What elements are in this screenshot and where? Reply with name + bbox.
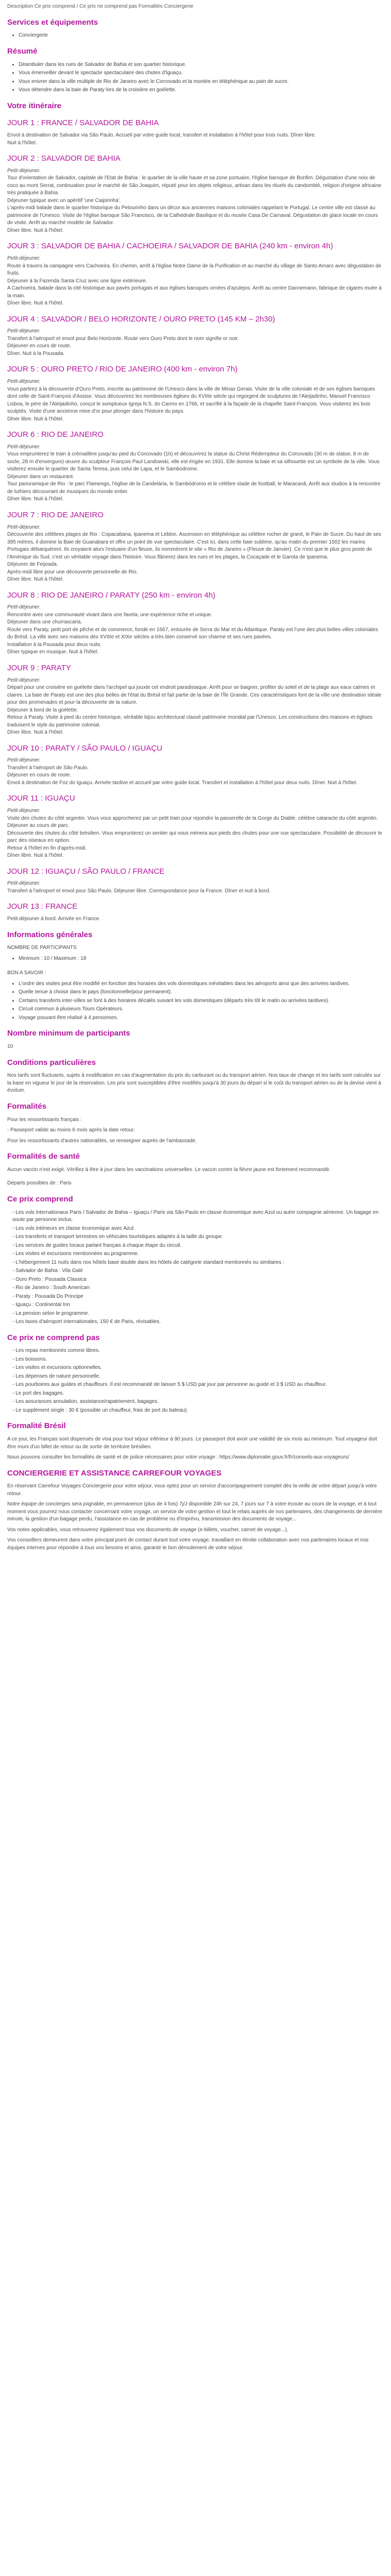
formalites-p1: Pour les ressortissants français : xyxy=(7,1116,82,1123)
exclus-title: Ce prix ne comprend pas xyxy=(7,1333,100,1342)
day-line: Découverte des célèbres plages de Rio : Copacabana, Ipanema et Leblon. Ascension en téléphérique au célèbre rocher de granit, le Pain de Sucre. Du haut de ses 395 mètres, il domine la Baie de Guanabara et offre un point de vue spectaculaire. C'est ici, dans cette baie sublime, qu'au matin du premier 1502 les marins Portugais débarquèrent. Ils croyaient alors l'estuaire d'un fleuve, ils nommèrent le site « Rio de Janeiro » (Fleuve de Janvier). Ce n'est que le plus gros poste de l'Amérique du Sud, c'est un véritable voyage dans l'histoire. Vous flânerez dans les rues et les plages, la Cocaçade et le Garota de Ipanema. xyxy=(7,532,381,560)
bresil-text2[interactable]: Nous pouvons consulter les formalités de santé et de police nécessaires pour votre voyage : https://www.diplomatie.gouv.fr/fr/conseils-aux-voyageurs/ xyxy=(7,1454,349,1460)
resume-title: Résumé xyxy=(7,46,38,56)
conditions-text: Nos tarifs sont fluctuants, sujets à modification en cas d'augmentation du prix du carburant ou du transport aérien. Nos taux de change et les tarifs sont calculés sur la base en vigueur le jour de la réservation. Les prix sont susceptibles d'être modifiés jusqu'à 30 jours du départ si le coût du transport aérien ou de la devise vient à évoluer. xyxy=(7,1073,381,1094)
min-participants-title: Nombre minimum de participants xyxy=(7,1029,131,1038)
resume-list xyxy=(7,61,384,94)
conditions-title: Conditions particulières xyxy=(7,1058,96,1067)
list-item: - Les boissons. xyxy=(12,1356,384,1364)
list-item: • Quelle tenue à choisir dans le pays (fonctionnelle/pour permanent). xyxy=(19,989,384,996)
itinerary-day xyxy=(7,510,384,584)
list-item: • Certains transferts inter-villes se font à des horaires décalés suivant les vols domestiques (départs très tôt le matin ou arrivées tardives). xyxy=(19,997,384,1005)
day-line: Transfert à l'aéroport et envol pour São Paulo. Déjeuner libre. Correspondance pour la France. Dîner et nuit à bord. xyxy=(7,888,271,894)
day-line: Petit-déjeuner. xyxy=(7,757,41,764)
list-item: • Minimum : 10 / Maximum : 18 xyxy=(19,955,384,963)
day-line: Dîner libre. Nuit à l'hôtel. xyxy=(7,730,64,735)
participants-list xyxy=(7,955,384,963)
day-line: Vous emprunterez le train à crémaillère jusqu'au pied du Corcovado (1h) et découvrirez la statue du Christ Rédempteur du Corcovado (30 m de statue, 8 m de socle, 28 m d'envergure) œuvre du sculpteur François Paul Landowski, elle est érigée en 1931. Elle domine la baie et sa silhouette est un symbole de la ville. Vous visiterez ensuite le quartier de Santa Teresa, puis celui de Lapa, et le Sambodrome. xyxy=(7,451,380,472)
day-title: JOUR 12 : IGUAÇU / SÃO PAULO / FRANCE xyxy=(7,867,165,876)
list-item: • Déambuler dans les rues de Salvador de Bahia et son quartier historique. xyxy=(19,61,384,69)
itinerary-day xyxy=(7,241,384,307)
itinerary-day xyxy=(7,663,384,737)
day-line: Petit-déjeuner. xyxy=(7,604,41,611)
list-item: • Vous émerveiller devant le spectacle spectaculaire des chutes d'Iguaçu. xyxy=(19,70,384,77)
day-line: Transfert à l'aéroport et envol pour Belo Horizonte. Route vers Ouro Preto dont le nom signifie or noir. xyxy=(7,335,239,342)
day-title: JOUR 1 : FRANCE / SALVADOR DE BAHIA xyxy=(7,118,159,128)
top-nav-links[interactable]: Description Ce prix comprend / Ce prix ne comprend pas Formalités Conciergerie xyxy=(7,4,193,9)
day-title: JOUR 10 : PARATY / SÃO PAULO / IGUAÇU xyxy=(7,743,162,753)
list-item: - Les vols internationaux Paris / Salvador de Bahia – Iguaçu / Paris via São Paulo en classe économique avec Azul ou autre compagnie aérienne. Un bagage en soute par personne inclus. xyxy=(12,1209,384,1224)
list-item: - Rio de Janeiro : South American xyxy=(12,1284,384,1292)
day-line: Envol à destination de Foz do Iguaçu. Arrivée tardive et accueil par votre guide local. Transfert et installation à l'hôtel pour deux nuits. Dîner. Nuit à l'hôtel. xyxy=(7,779,357,786)
day-line: Nuit à l'hôtel. xyxy=(7,140,37,146)
bon-savoir-list xyxy=(7,980,384,1022)
list-item: - Iguaçu : Continental Inn xyxy=(12,1301,384,1309)
formalites-p2: - Passeport valide au moins 6 mois après la date retour. xyxy=(7,1127,135,1133)
day-line: A Cachoeira, balade dans la cité historique aux pavés portugais et aux églises baroques ornées d'azulejos. Arrêt au centre Dannemann, fabrique de cigares muée à la main. xyxy=(7,285,382,299)
day-line: Petit-déjeuner. xyxy=(7,677,41,683)
day-title: JOUR 8 : RIO DE JANEIRO / PARATY (250 km - environ 4h) xyxy=(7,590,216,600)
day-line: Déjeuner dans une churrascaria. xyxy=(7,619,83,625)
day-line: Vous partirez à la découverte d'Ouro Preto, inscrite au patrimoine de l'Unesco dans la ville de Minas Gerais. Visite de la ville coloniale et de ses églises baroques dont celle de Saint-François d'Assise. Vous découvrirez les nombreuses églises du XVIIIe siècle qui regorgent de sculptures de l'Aleijadinho, Manuel Francisco Lisboa, le père de l'Aleijadinho, conçut le somptueux Igreja N.S. do Carmo en 1766, et sacrifié à la façade de la chapelle Saint-François. Vous visiterez les bois sculptés. Visite d'une ancienne mine d'or pour plonger dans l'histoire du pays. xyxy=(7,386,375,414)
bresil-text1: A ce jour, les Français sont dispensés de visa pour tout séjour inférieur à 90 jours. Le passeport doit avoir une validité de six mois au minimum. Tout voyageur doit être muni d'un billet de retour ou de sortie de territoire brésilien. xyxy=(7,1436,377,1450)
conciergerie-text3: Vos notes applicables, vous retrouverez également tous vos documents de voyage (e-billets, voucher, carnet de voyage...). xyxy=(7,1527,288,1533)
day-line: Dîner typique en musique. Nuit à l'hôtel. xyxy=(7,649,99,655)
day-line: Dîner libre. Nuit à l'hôtel. xyxy=(7,853,64,858)
day-line: Dîner libre. Nuit à l'hôtel. xyxy=(7,496,64,502)
list-item: • Voyage pouvant être réalisé à 4 personnes. xyxy=(19,1014,384,1022)
itinerary-days xyxy=(7,117,384,923)
day-line: Dîner libre. Nuit à l'hôtel. xyxy=(7,577,64,582)
list-item: - Les pourboires aux guides et chauffeurs. Il est recommandé de laisser 5 $ USD par jour par personne au guide et 3 $ USD au chauffeur. xyxy=(12,1381,384,1389)
day-line: Installation à la Pousada pour deux nuits. xyxy=(7,641,102,648)
day-line: Petit-déjeuner. xyxy=(7,256,41,261)
conciergerie-text1: En réservant Carrefour Voyages Conciergerie pour votre séjour, vous optez pour un service d'accompagnement complet dès la veille de votre départ jusqu'à votre retour. xyxy=(7,1483,377,1497)
day-line: Déjeuner typique avec un apéritif 'une Caipirinha'. xyxy=(7,197,121,204)
day-line: Petit-déjeuner. xyxy=(7,379,41,384)
day-line: Après-midi libre pour une découverte personnelle de Rio. xyxy=(7,569,138,575)
itinerary-day xyxy=(7,314,384,358)
day-line: Envol à destination de Salvador via São Paulo. Accueil par votre guide local, transfert et installation à l'hôtel pour trois nuits. Dîner libre. xyxy=(7,132,316,138)
itinerary-day xyxy=(7,429,384,503)
day-line: Petit-déjeuner. xyxy=(7,444,41,450)
itinerary-title: Votre itinéraire xyxy=(7,101,61,110)
day-line: Tour d'orientation de Salvador, capitale de l'Etat de Bahia : le quartier de la ville haute et sa zone portuaire, l'église baroque de Bonfim. Dégustation d'une noix de coco au mont Serrat, continuation pour le marché de São Joaquim, réputé pour les objets religieux, artisan dans les rituels du candomblé, religion d'origine africaine très pratiquée à Bahia. xyxy=(7,175,382,196)
list-item: - Paraty : Pousada Do Principe xyxy=(12,1293,384,1301)
general-info-title: Informations générales xyxy=(7,930,93,939)
day-line: Déjeuner dans un restaurant. xyxy=(7,473,74,480)
day-line: Dîner. Nuit à la Pousada. xyxy=(7,350,65,357)
list-item: - Les visites et excursions optionnelles. xyxy=(12,1364,384,1372)
formalites-title: Formalités xyxy=(7,1101,46,1111)
day-line: Petit-déjeuner. xyxy=(7,880,41,887)
list-item: - La pension selon le programme. xyxy=(12,1310,384,1318)
itinerary-day xyxy=(7,117,384,147)
day-title: JOUR 9 : PARATY xyxy=(7,663,71,672)
day-line: Dîner libre. Nuit à l'hôtel. xyxy=(7,416,64,422)
conciergerie-text4: Vos conseillers demeurent dans votre principal point de contact durant tout votre voyage, travaillant en étroite collaboration avec nos partenaires locaux et nos équipes internes pour répondre à tous vos besoins et ainsi, garantir le bon déroulement de votre séjour. xyxy=(7,1537,369,1551)
day-line: Visite des chutes du côté argentin. Vous vous approcherez par un petit train pour rejoindre la passerelle de la Gorge du Diable, célèbre cataracte du côté argentin. xyxy=(7,815,378,821)
day-line: Découverte des chutes du côté brésilien. Vous emprunterez un sentier qui vous mènera aux pieds des chutes pour une vue spectaculaire. Possibilité de découvrir le parc des oiseaux en option. xyxy=(7,830,382,843)
participants-subtitle: NOMBRE DE PARTICIPANTS xyxy=(7,945,77,951)
services-title: Services et équipements xyxy=(7,18,98,27)
itinerary-day xyxy=(7,743,384,787)
list-item: - Les repas mentionnés comme libres. xyxy=(12,1347,384,1355)
day-line: Déjeuner en cours de route. xyxy=(7,343,71,349)
day-line: Petit-déjeuner. xyxy=(7,167,41,174)
day-title: JOUR 7 : RIO DE JANEIRO xyxy=(7,510,104,519)
list-item: - Les services de guides locaux parlant français à chaque étape du circuit. xyxy=(12,1242,384,1250)
day-line: Route vers Paraty, petit port de pêche et de commerce, fondé en 1667, entourée de Serra do Mar et du Atlantique. Paraty est l'une des plus belles villes coloniales du Brésil. La ville avec ses maisons des XVIIIe et XIXe siècles a très bien conservé son charme et ses rues pavées. xyxy=(7,626,378,640)
day-line: Dîner libre. Nuit à l'hôtel. xyxy=(7,300,64,306)
day-line: Déjeuner à la Fazenda Santa Cruz avec une ligne extérieure. xyxy=(7,278,148,284)
sante-title: Formalités de santé xyxy=(7,1152,80,1161)
bon-savoir-title: BON A SAVOIR : xyxy=(7,970,46,976)
list-item: • Circuit commun à plusieurs Tours Opérateurs. xyxy=(19,1006,384,1013)
list-item: - Les dépenses de nature personnelle. xyxy=(12,1373,384,1381)
day-title: JOUR 5 : OURO PRETO / RIO DE JANEIRO (400 km - environ 7h) xyxy=(7,365,238,374)
list-item: - Les visites et excursions mentionnées au programme. xyxy=(12,1250,384,1258)
day-line: Retour à Paraty. Visite à pied du centre historique, véritable bijou architectural classé patrimoine mondial par l'Unesco. Les constructions des maisons et églises traduisent le style du patrimoine colonial. xyxy=(7,715,373,728)
list-item: - Salvador de Bahia : Vila Galé xyxy=(12,1267,384,1275)
list-item: - Ouro Preto : Pousada Classica xyxy=(12,1276,384,1284)
day-line: Route à travers la campagne vers Cachoeira. En chemin, arrêt à l'église Notre Dame de la Purification et au marché du village de Santo Amaro avec dégustation de fruits. xyxy=(7,263,382,276)
day-line: Petit-déjeuner. xyxy=(7,328,41,334)
day-title: JOUR 3 : SALVADOR DE BAHIA / CACHOEIRA / SALVADOR DE BAHIA (240 km - environ 4h) xyxy=(7,242,333,251)
day-title: JOUR 4 : SALVADOR / BELO HORIZONTE / OURO PRETO (145 KM – 2h30) xyxy=(7,314,275,324)
conciergerie-text2: Notre équipe de concierges sera joignable, en permanence (plus de 4 fois) 7j/J disponible 24h sur 24, 7 jours sur 7 à votre écoute au cours de la voyage, et à tout moment vous pourrez nous contacter concernant votre voyage, un service de votre gestion et tout le relais auprès de nos partenaires, des changements de dernière minute, la gestion d'un bagage perdu, l'assistance en cas de problème ou d'imprévu, transmission des documents de voyage... xyxy=(7,1501,383,1522)
day-line: Déjeuner au cours de parc. xyxy=(7,823,70,828)
day-line: Déjeuner en cours de route. xyxy=(7,772,71,778)
day-line: Déjeuner à bord de la goélette. xyxy=(7,707,78,713)
day-line: Retour à l'hôtel en fin d'après-midi. xyxy=(7,845,87,851)
list-item: • Conciergerie xyxy=(19,32,384,40)
itinerary-day xyxy=(7,590,384,656)
day-line: Dîner libre. Nuit à l'hôtel. xyxy=(7,227,64,233)
itinerary-day xyxy=(7,153,384,234)
itinerary-day xyxy=(7,901,384,923)
services-list xyxy=(7,32,384,40)
itinerary-day xyxy=(7,793,384,859)
day-title: JOUR 6 : RIO DE JANEIRO xyxy=(7,430,104,439)
day-line: Transfert à l'aéroport de São Paulo. xyxy=(7,765,89,771)
day-line: Petit-déjeuner à bord. Arrivée en France. xyxy=(7,916,101,922)
list-item: - Le supplément single : 30 € (possible un chauffeur, frais de port du bateau). xyxy=(12,1407,384,1415)
list-item: - L'hébergement 11 nuits dans nos hôtels base double dans les hôtels de catégorie standard mentionnés ou similaires : xyxy=(12,1259,384,1267)
day-line: Petit-déjeuner. xyxy=(7,808,41,814)
bresil-title: Formalité Brésil xyxy=(7,1421,66,1431)
day-title: JOUR 11 : IGUAÇU xyxy=(7,794,75,803)
list-item: - Les taxes d'aéroport internationales, 150 € de Paris, révisables. xyxy=(12,1318,384,1326)
inclus-list xyxy=(7,1209,384,1326)
day-line: Tour panoramique de Rio : le parc Flamengo, l'église de la Candelária, le Sambódromo et le célèbre stade de football, le Maracanã. Arrêt aux studios à la rencontre de luthiers découvrant de musiques du monde entier. xyxy=(7,481,381,495)
day-title: JOUR 2 : SALVADOR DE BAHIA xyxy=(7,154,121,163)
itinerary-day xyxy=(7,364,384,423)
list-item: - Les vols intérieurs en classe économique avec Azul. xyxy=(12,1225,384,1233)
formalites-p3: Pour les ressortissants d'autres nationalités, se renseigner auprès de l'ambassade. xyxy=(7,1138,197,1144)
departures-label: Départs possibles de : Paris xyxy=(7,1180,72,1187)
exclus-list xyxy=(7,1347,384,1414)
conciergerie-title: CONCIERGERIE ET ASSISTANCE CARREFOUR VOYAGES xyxy=(7,1468,222,1478)
day-line: Petit-déjeuner. xyxy=(7,524,41,530)
day-line: Départ pour une croisière en goélette dans l'archipel qui jouxte cet endroit paradisiaque. Arrêt pour se baigner, profiter du soleil et de la plage aux eaux calmes et claires. La baie de Paraty est une des plus belles de l'état du Brésil et fait partie de la baie de l'Île Grande. Ces caractéristiques font de la ville une destination idéale pour des promenades et pour la découverte de la nature. xyxy=(7,685,382,705)
list-item: - Le port des bagages. xyxy=(12,1390,384,1398)
itinerary-day xyxy=(7,866,384,895)
day-line: Rencontre avec une communauté vivant dans une favela, une expérience riche et unique. xyxy=(7,612,213,618)
list-item: • Vous détendre dans la baie de Paraty lors de la croisière en goélette. xyxy=(19,87,384,94)
list-item: - Les transferts et transport terrestres en véhicules touristiques adaptés à la taille du groupe. xyxy=(12,1233,384,1241)
list-item: • L'ordre des visites peut être modifié en fonction des horaires des vols domestiques inévitables dans les aéroports ainsi que des arrivées tardives. xyxy=(19,980,384,988)
day-line: Déjeuner de Feijoada. xyxy=(7,562,58,567)
inclus-title: Ce prix comprend xyxy=(7,1194,73,1204)
day-line: L'après-midi balade dans le quartier historique du Pelourinho dans un décor aux anciennes maisons coloniales rappelant le Portugal. Le centre ville est classé au patrimoine de l'Unesco. Visite de l'église baroque São Francisco, de la Cathédrale Basilique et du musée Casa De Carnaval. Dégustation de glace locale en cours de visite. Arrêt au marché modèle de Salvador. xyxy=(7,205,378,226)
sante-text: Aucun vaccin n'est exigé. Vérifiez à être à jour dans les vaccinations universelles. Le vaccin contre la fièvre jaune est fortement recommandé. xyxy=(7,1166,331,1173)
list-item: • Vous enivrer dans la ville multiple de Rio de Janeiro avec le Corcovado et la montée en téléphérique au pain de sucre. xyxy=(19,78,384,86)
day-title: JOUR 13 : FRANCE xyxy=(7,902,77,911)
list-item: - Les assurances annulation, assistance/rapatriement, bagages. xyxy=(12,1398,384,1406)
min-participants-value: 10 xyxy=(7,1044,13,1049)
